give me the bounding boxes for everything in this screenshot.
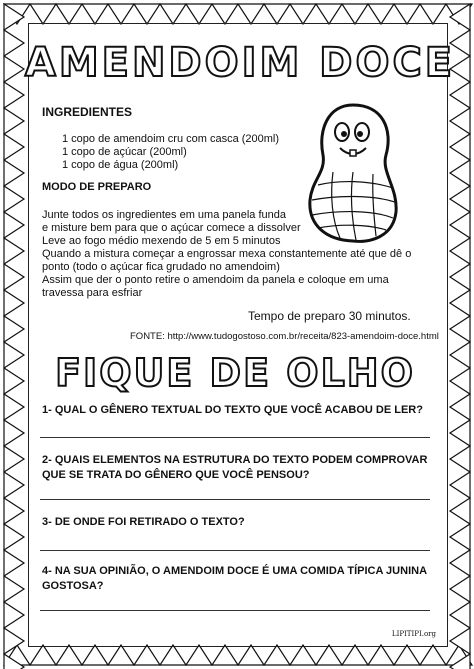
border-flag [450, 212, 470, 238]
border-flag [342, 4, 368, 24]
answer-line[interactable] [40, 610, 430, 611]
border-flag [4, 498, 24, 524]
border-flag [4, 160, 24, 186]
ingredient-item: 1 copo de água (200ml) [62, 159, 179, 171]
border-flag [4, 30, 24, 56]
border-flag [450, 186, 470, 212]
border-flag [450, 576, 470, 602]
svg-text:AMENDOIM DOCE: AMENDOIM DOCE [24, 40, 456, 86]
border-flag [238, 645, 264, 665]
border-flag [30, 645, 56, 665]
border-flag [420, 645, 446, 665]
border-flag [134, 4, 160, 24]
method-line: Quando a mistura começar a engrossar mexa constantemente até que dê o [42, 248, 412, 260]
question-3: 3- DE ONDE FOI RETIRADO O TEXTO? [42, 516, 245, 528]
border-flag [4, 290, 24, 316]
method-line: Assim que der o ponto retire o amendoim da panela e coloque em uma [42, 274, 389, 286]
svg-text:FIQUE DE OLHO: FIQUE DE OLHO [55, 351, 415, 395]
border-flag [290, 4, 316, 24]
peanut-illustration [298, 100, 408, 245]
method-line: Leve ao fogo médio mexendo de 5 em 5 minutos [42, 235, 281, 247]
question-4: 4- NA SUA OPINIÃO, O AMENDOIM DOCE É UMA COMIDA TÍPICA JUNINA GOSTOSA? [42, 565, 427, 592]
border-flag [450, 420, 470, 446]
border-flag [4, 602, 24, 628]
ingredient-item: 1 copo de amendoim cru com casca (200ml) [62, 133, 280, 145]
source-link: FONTE: http://www.tudogostoso.com.br/receita/823-amendoim-doce.html [130, 331, 439, 342]
border-flag [4, 186, 24, 212]
ingredient-item: 1 copo de açúcar (200ml) [62, 146, 187, 158]
border-flag [368, 645, 394, 665]
border-flag [108, 4, 134, 24]
answer-line[interactable] [40, 550, 430, 551]
border-flag [450, 108, 470, 134]
border-flag [186, 645, 212, 665]
border-flag [4, 446, 24, 472]
border-flag [450, 238, 470, 264]
border-flag [186, 4, 212, 24]
answer-line[interactable] [40, 437, 430, 438]
border-flag [450, 472, 470, 498]
border-flag [4, 368, 24, 394]
border-flag [450, 316, 470, 342]
border-flag [450, 602, 470, 628]
section-subtitle [55, 340, 415, 400]
border-flag [450, 342, 470, 368]
border-flag [4, 212, 24, 238]
border-flag [30, 4, 56, 24]
method-line: e misture bem para que o açúcar comece a dissolver [42, 222, 301, 234]
method-line: ponto (todo o açúcar fica grudado no amendoim) [42, 261, 280, 273]
border-flag [4, 394, 24, 420]
border-flag [368, 4, 394, 24]
border-flag [4, 264, 24, 290]
border-flag [212, 645, 238, 665]
border-flag [290, 645, 316, 665]
border-flag [264, 645, 290, 665]
border-flag [4, 82, 24, 108]
border-flag [420, 4, 446, 24]
border-flag [82, 4, 108, 24]
border-flag [56, 4, 82, 24]
border-flag [4, 342, 24, 368]
border-flag [4, 56, 24, 82]
method-line: travessa para esfriar [42, 287, 143, 299]
border-flag [4, 576, 24, 602]
question-2: 2- QUAIS ELEMENTOS NA ESTRUTURA DO TEXTO PODEM COMPROVAR QUE SE TRATA DO GÊNERO QUE VOCÊ PENSOU? [42, 454, 428, 481]
method-line: Junte todos os ingredientes em uma panela funda [42, 209, 286, 221]
border-flag [316, 645, 342, 665]
border-flag [238, 4, 264, 24]
border-flag [394, 4, 420, 24]
border-flag [4, 472, 24, 498]
border-flag [342, 645, 368, 665]
border-flag [450, 264, 470, 290]
border-flag [450, 524, 470, 550]
method-heading: MODO DE PREPARO [42, 181, 152, 193]
border-flag [450, 134, 470, 160]
border-flag [82, 645, 108, 665]
site-logo: LIPITIPI.org [391, 630, 436, 638]
border-flag [450, 368, 470, 394]
border-flag [212, 4, 238, 24]
border-flag [4, 420, 24, 446]
border-flag [56, 645, 82, 665]
border-flag [450, 446, 470, 472]
border-flag [450, 498, 470, 524]
border-flag [4, 108, 24, 134]
border-flag [160, 645, 186, 665]
border-flag [4, 550, 24, 576]
border-flag [4, 316, 24, 342]
prep-time: Tempo de preparo 30 minutos. [248, 309, 411, 323]
border-flag [4, 524, 24, 550]
border-flag [394, 645, 420, 665]
border-flag [450, 394, 470, 420]
border-flag [108, 645, 134, 665]
page-title [24, 30, 456, 90]
border-flag [4, 134, 24, 160]
answer-line[interactable] [40, 499, 430, 500]
border-flag [160, 4, 186, 24]
border-flag [264, 4, 290, 24]
ingredients-heading: INGREDIENTES [42, 105, 133, 119]
border-flag [450, 160, 470, 186]
border-flag [134, 645, 160, 665]
border-flag [316, 4, 342, 24]
border-flag [450, 550, 470, 576]
border-flag [450, 290, 470, 316]
question-1: 1- QUAL O GÊNERO TEXTUAL DO TEXTO QUE VOCÊ ACABOU DE LER? [42, 404, 423, 416]
border-flag [4, 238, 24, 264]
